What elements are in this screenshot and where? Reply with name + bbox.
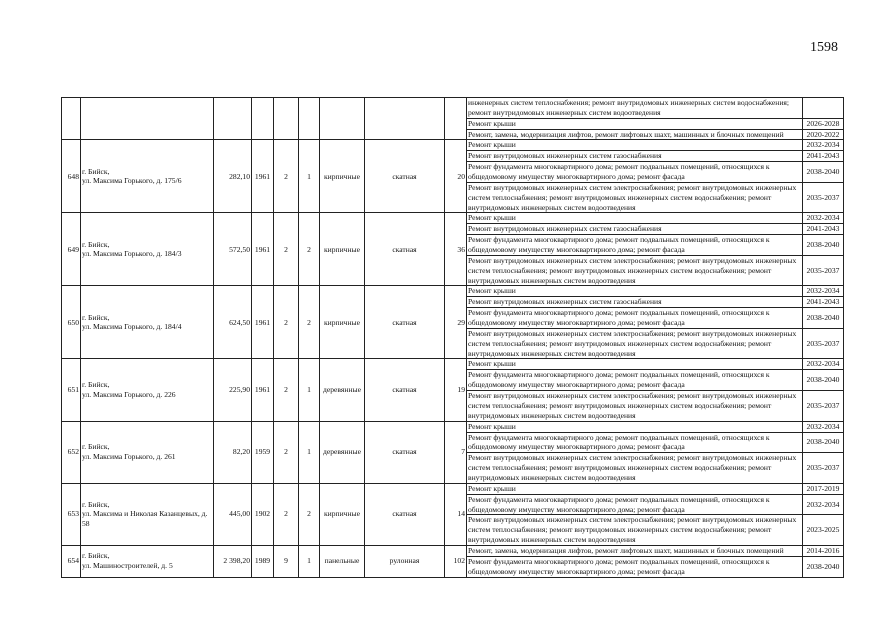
- entry-number: 651: [62, 359, 81, 421]
- floor-count: 9: [274, 545, 299, 577]
- roof-type: скатная: [365, 359, 445, 421]
- entry-number: 654: [62, 545, 81, 577]
- entrance-count: 2: [299, 213, 320, 286]
- work-period: 2038-2040: [803, 235, 844, 256]
- floor-count: 2: [274, 359, 299, 421]
- table-row: [62, 98, 844, 119]
- work-description: Ремонт фундамента многоквартирного дома; ремонт подвальных помещений, относящихся к общедомовому имуществу многоквартирного дома; ремонт фасада: [467, 556, 803, 577]
- apartment-count: 14: [445, 483, 467, 545]
- work-description: Ремонт крыши: [467, 359, 803, 370]
- table-row: [62, 483, 844, 494]
- roof-type: скатная: [365, 140, 445, 213]
- work-description: Ремонт внутридомовых инженерных систем электроснабжения; ремонт внутридомовых инженерных систем теплоснабжения; ремонт внутридомовых инженерных систем водоснабжения; ремонт внутридомовых инженерных систем водоотведения: [467, 391, 803, 422]
- work-period: 2032-2034: [803, 494, 844, 515]
- address-street: ул. Максима Горького, д. 226: [82, 390, 176, 400]
- work-description: Ремонт фундамента многоквартирного дома; ремонт подвальных помещений, относящихся к общедомовому имуществу многоквартирного дома; ремонт фасада: [467, 370, 803, 391]
- work-description: Ремонт крыши: [467, 483, 803, 494]
- table-row: [62, 545, 844, 556]
- work-period: 2035-2037: [803, 328, 844, 359]
- work-description: Ремонт, замена, модернизация лифтов, ремонт лифтовых шахт, машинных и блочных помещений: [467, 129, 803, 140]
- page-number: 1598: [810, 40, 838, 55]
- work-description: Ремонт внутридомовых инженерных систем газоснабжения: [467, 297, 803, 308]
- entry-address: [81, 140, 214, 213]
- empty-cell: [81, 98, 214, 140]
- roof-type: скатная: [365, 286, 445, 359]
- apartment-count: 29: [445, 286, 467, 359]
- entrance-count: 1: [299, 421, 320, 483]
- work-period: 2041-2043: [803, 297, 844, 308]
- build-year: 1961: [252, 140, 274, 213]
- build-year: 1959: [252, 421, 274, 483]
- apartment-count: 36: [445, 213, 467, 286]
- work-period: 2032-2034: [803, 140, 844, 151]
- address-city: г. Бийск,: [82, 499, 110, 509]
- work-description: Ремонт фундамента многоквартирного дома; ремонт подвальных помещений, относящихся к общедомовому имуществу многоквартирного дома; ремонт фасада: [467, 494, 803, 515]
- address-city: г. Бийск,: [82, 442, 110, 452]
- entrance-count: 1: [299, 140, 320, 213]
- empty-cell: [274, 98, 299, 140]
- apartment-count: 20: [445, 140, 467, 213]
- work-period: 2017-2019: [803, 483, 844, 494]
- work-period: 2038-2040: [803, 308, 844, 329]
- apartment-count: 7: [445, 421, 467, 483]
- address-street: ул. Максима Горького, д. 184/3: [82, 249, 182, 259]
- empty-cell: [62, 98, 81, 140]
- apartment-count: 102: [445, 545, 467, 577]
- work-description: Ремонт внутридомовых инженерных систем электроснабжения; ремонт внутридомовых инженерных систем теплоснабжения; ремонт внутридомовых инженерных систем водоснабжения; ремонт внутридомовых инженерных систем водоотведения: [467, 328, 803, 359]
- empty-cell: [320, 98, 365, 140]
- work-description: Ремонт внутридомовых инженерных систем электроснабжения; ремонт внутридомовых инженерных систем теплоснабжения; ремонт внутридомовых инженерных систем водоснабжения; ремонт внутридомовых инженерных систем водоотведения: [467, 182, 803, 213]
- building-area: 445,00: [214, 483, 252, 545]
- work-description: Ремонт внутридомовых инженерных систем газоснабжения: [467, 151, 803, 162]
- work-description: Ремонт крыши: [467, 140, 803, 151]
- floor-count: 2: [274, 483, 299, 545]
- wall-material: панельные: [320, 545, 365, 577]
- build-year: 1902: [252, 483, 274, 545]
- floor-count: 2: [274, 286, 299, 359]
- table-row: [62, 140, 844, 151]
- build-year: 1989: [252, 545, 274, 577]
- work-period: 2035-2037: [803, 391, 844, 422]
- work-description: Ремонт фундамента многоквартирного дома; ремонт подвальных помещений, относящихся к общедомовому имуществу многоквартирного дома; ремонт фасада: [467, 308, 803, 329]
- build-year: 1961: [252, 213, 274, 286]
- entry-address: [81, 213, 214, 286]
- work-description: Ремонт крыши: [467, 421, 803, 432]
- entrance-count: 2: [299, 286, 320, 359]
- address-street: ул. Машиностроителей, д. 5: [82, 561, 173, 571]
- work-period: 2023-2025: [803, 515, 844, 546]
- work-period: 2032-2034: [803, 286, 844, 297]
- repair-schedule-table: [61, 97, 844, 578]
- work-period: 2035-2037: [803, 453, 844, 484]
- work-period: 2041-2043: [803, 224, 844, 235]
- work-period: [803, 98, 844, 119]
- entry-number: 650: [62, 286, 81, 359]
- work-period: 2014-2016: [803, 545, 844, 556]
- work-description: Ремонт крыши: [467, 118, 803, 129]
- work-period: 2032-2034: [803, 421, 844, 432]
- address-city: г. Бийск,: [82, 551, 110, 561]
- entry-number: 648: [62, 140, 81, 213]
- address-street: ул. Максима и Николая Казанцевых, д. 58: [82, 509, 208, 529]
- work-period: 2026-2028: [803, 118, 844, 129]
- work-description: Ремонт, замена, модернизация лифтов, ремонт лифтовых шахт, машинных и блочных помещений: [467, 545, 803, 556]
- work-description: Ремонт фундамента многоквартирного дома; ремонт подвальных помещений, относящихся к общедомовому имуществу многоквартирного дома; ремонт фасада: [467, 235, 803, 256]
- address-city: г. Бийск,: [82, 239, 110, 249]
- work-description: Ремонт внутридомовых инженерных систем электроснабжения; ремонт внутридомовых инженерных систем теплоснабжения; ремонт внутридомовых инженерных систем водоснабжения; ремонт внутридомовых инженерных систем водоотведения: [467, 515, 803, 546]
- roof-type: рулонная: [365, 545, 445, 577]
- table-row: [62, 421, 844, 432]
- empty-cell: [445, 98, 467, 140]
- work-description: Ремонт крыши: [467, 213, 803, 224]
- roof-type: скатная: [365, 421, 445, 483]
- work-period: 2038-2040: [803, 162, 844, 183]
- entry-address: [81, 421, 214, 483]
- work-period: 2035-2037: [803, 255, 844, 286]
- work-period: 2038-2040: [803, 370, 844, 391]
- entrance-count: 1: [299, 359, 320, 421]
- table-row: [62, 213, 844, 224]
- work-period: 2032-2034: [803, 213, 844, 224]
- wall-material: деревянные: [320, 421, 365, 483]
- work-description: Ремонт внутридомовых инженерных систем электроснабжения; ремонт внутридомовых инженерных систем теплоснабжения; ремонт внутридомовых инженерных систем водоснабжения; ремонт внутридомовых инженерных систем водоотведения: [467, 453, 803, 484]
- wall-material: деревянные: [320, 359, 365, 421]
- building-area: 225,90: [214, 359, 252, 421]
- address-street: ул. Максима Горького, д. 261: [82, 452, 176, 462]
- entry-address: [81, 286, 214, 359]
- wall-material: кирпичные: [320, 213, 365, 286]
- build-year: 1961: [252, 359, 274, 421]
- table-row: [62, 286, 844, 297]
- entry-number: 649: [62, 213, 81, 286]
- work-description: инженерных систем теплоснабжения; ремонт внутридомовых инженерных систем водоснабжения; ремонт внутридомовых инженерных систем водоотведения: [467, 98, 803, 119]
- work-period: 2032-2034: [803, 359, 844, 370]
- apartment-count: 19: [445, 359, 467, 421]
- entry-number: 653: [62, 483, 81, 545]
- table-row: [62, 359, 844, 370]
- roof-type: скатная: [365, 213, 445, 286]
- work-period: 2038-2040: [803, 432, 844, 453]
- address-city: г. Бийск,: [82, 166, 110, 176]
- entry-number: 652: [62, 421, 81, 483]
- entry-address: [81, 545, 214, 577]
- roof-type: скатная: [365, 483, 445, 545]
- work-description: Ремонт внутридомовых инженерных систем электроснабжения; ремонт внутридомовых инженерных систем теплоснабжения; ремонт внутридомовых инженерных систем водоснабжения; ремонт внутридомовых инженерных систем водоотведения: [467, 255, 803, 286]
- address-street: ул. Максима Горького, д. 184/4: [82, 322, 182, 332]
- build-year: 1961: [252, 286, 274, 359]
- work-period: 2038-2040: [803, 556, 844, 577]
- wall-material: кирпичные: [320, 483, 365, 545]
- building-area: 572,50: [214, 213, 252, 286]
- empty-cell: [214, 98, 252, 140]
- building-area: 282,10: [214, 140, 252, 213]
- building-area: 2 398,20: [214, 545, 252, 577]
- work-description: Ремонт фундамента многоквартирного дома; ремонт подвальных помещений, относящихся к общедомовому имуществу многоквартирного дома; ремонт фасада: [467, 432, 803, 453]
- work-description: Ремонт крыши: [467, 286, 803, 297]
- building-area: 82,20: [214, 421, 252, 483]
- work-period: 2035-2037: [803, 182, 844, 213]
- empty-cell: [299, 98, 320, 140]
- empty-cell: [252, 98, 274, 140]
- floor-count: 2: [274, 213, 299, 286]
- work-description: Ремонт фундамента многоквартирного дома; ремонт подвальных помещений, относящихся к общедомовому имуществу многоквартирного дома; ремонт фасада: [467, 162, 803, 183]
- floor-count: 2: [274, 140, 299, 213]
- address-city: г. Бийск,: [82, 380, 110, 390]
- wall-material: кирпичные: [320, 140, 365, 213]
- building-area: 624,50: [214, 286, 252, 359]
- floor-count: 2: [274, 421, 299, 483]
- empty-cell: [365, 98, 445, 140]
- wall-material: кирпичные: [320, 286, 365, 359]
- entrance-count: 1: [299, 545, 320, 577]
- address-street: ул. Максима Горького, д. 175/6: [82, 176, 182, 186]
- work-description: Ремонт внутридомовых инженерных систем газоснабжения: [467, 224, 803, 235]
- address-city: г. Бийск,: [82, 312, 110, 322]
- work-period: 2020-2022: [803, 129, 844, 140]
- entrance-count: 2: [299, 483, 320, 545]
- entry-address: [81, 483, 214, 545]
- work-period: 2041-2043: [803, 151, 844, 162]
- entry-address: [81, 359, 214, 421]
